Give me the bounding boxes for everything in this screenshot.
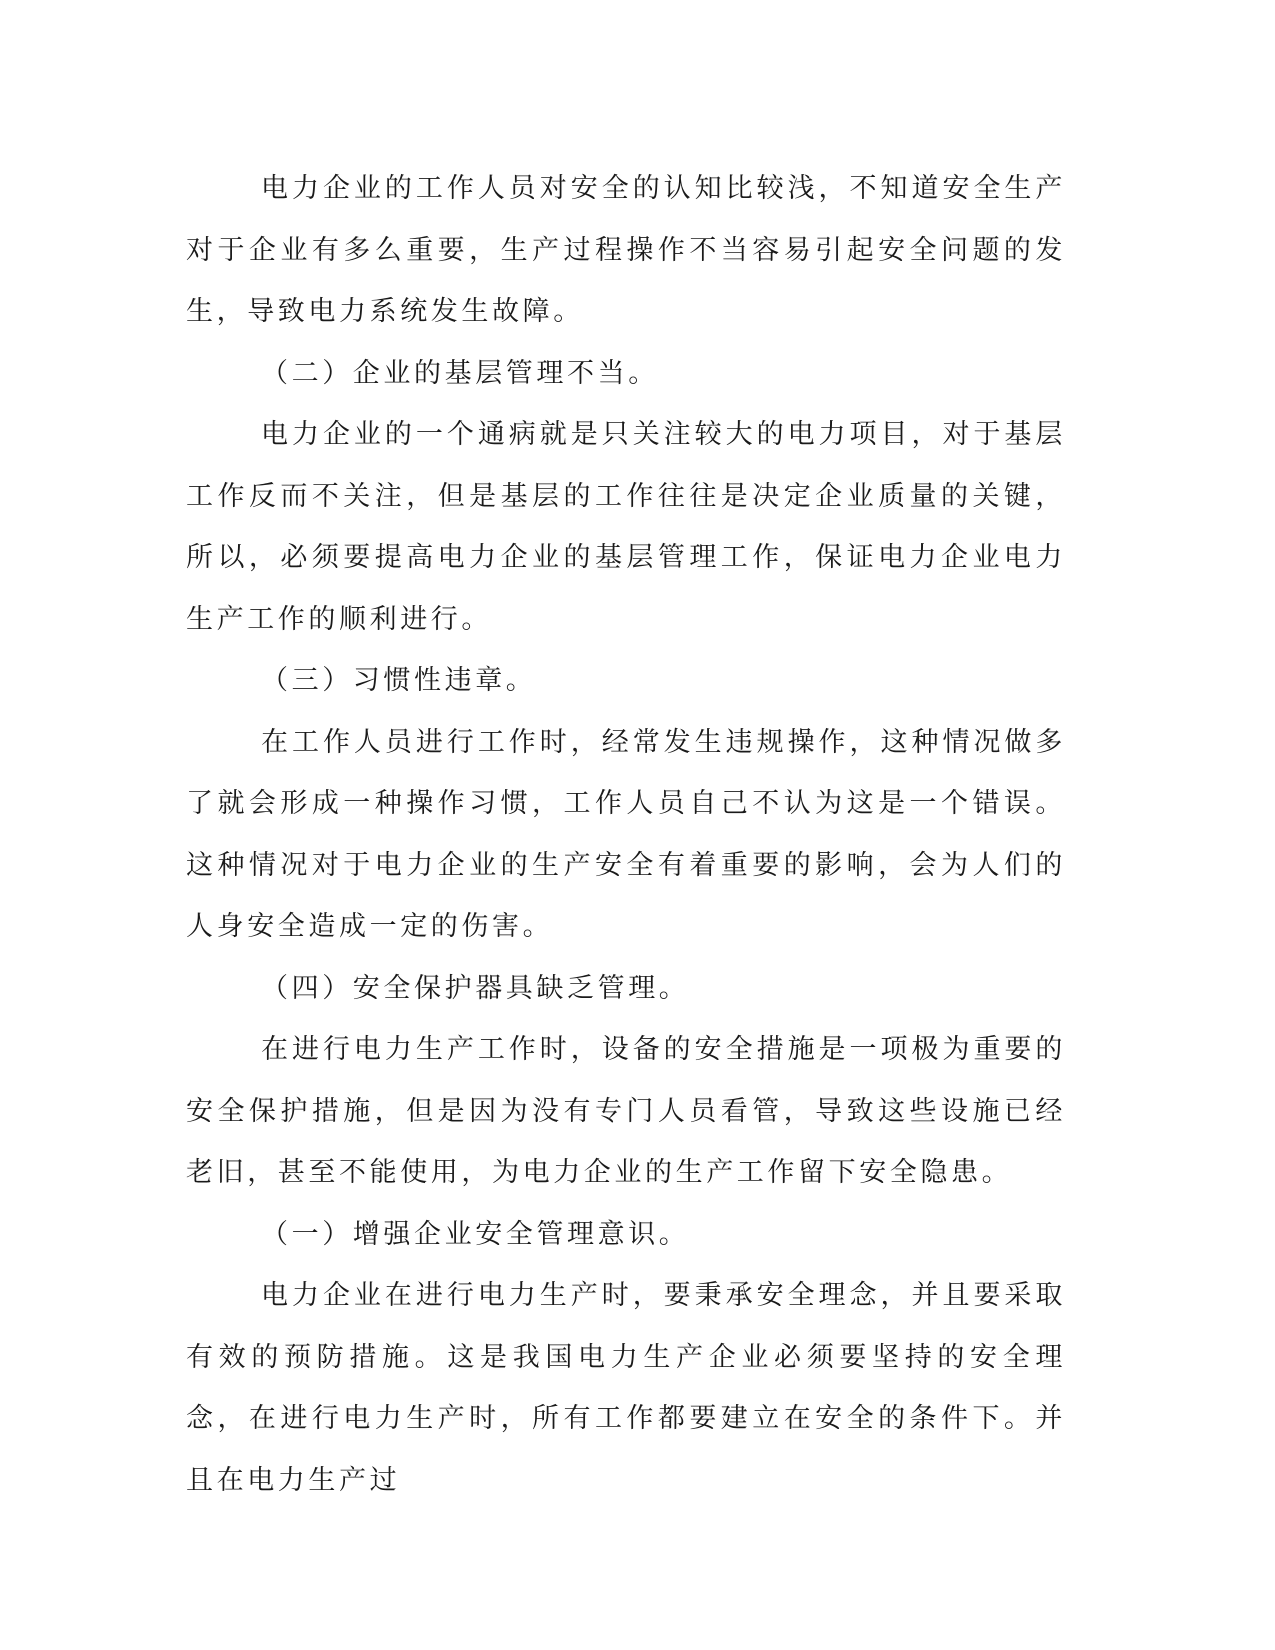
section-heading: （三）习惯性违章。 [261,665,537,696]
section-heading: （一）增强企业安全管理意识。 [261,1218,690,1250]
body-paragraph: 在工作人员进行工作时，经常发生违规操作，这种情况做多了就会形成一种操作习惯，工作人员自己不认为这是一个错误。这种情况对于电力企业的生产安全有着重要的影响，会为人们的人身安全造成一定的伤害。 [186,726,1066,942]
section-heading: （二）企业的基层管理不当。 [261,357,659,389]
body-paragraph: 电力企业的工作人员对安全的认知比较浅，不知道安全生产对于企业有多么重要，生产过程操作不当容易引起安全问题的发生，导致电力系统发生故障。 [186,173,1066,327]
section-heading: （四）安全保护器具缺乏管理。 [261,972,690,1004]
body-paragraph: 在进行电力生产工作时，设备的安全措施是一项极为重要的安全保护措施，但是因为没有专门人员看管，导致这些设施已经老旧，甚至不能使用，为电力企业的生产工作留下安全隐患。 [186,1034,1066,1188]
document-body [186,158,1066,1511]
body-paragraph: 电力企业在进行电力生产时，要秉承安全理念，并且要采取有效的预防措施。这是我国电力生产企业必须要坚持的安全理念，在进行电力生产时，所有工作都要建立在安全的条件下。并且在电力生产过 [186,1280,1066,1496]
body-paragraph: 电力企业的一个通病就是只关注较大的电力项目，对于基层工作反而不关注，但是基层的工作往往是决定企业质量的关键，所以，必须要提高电力企业的基层管理工作，保证电力企业电力生产工作的顺利进行。 [186,419,1066,635]
